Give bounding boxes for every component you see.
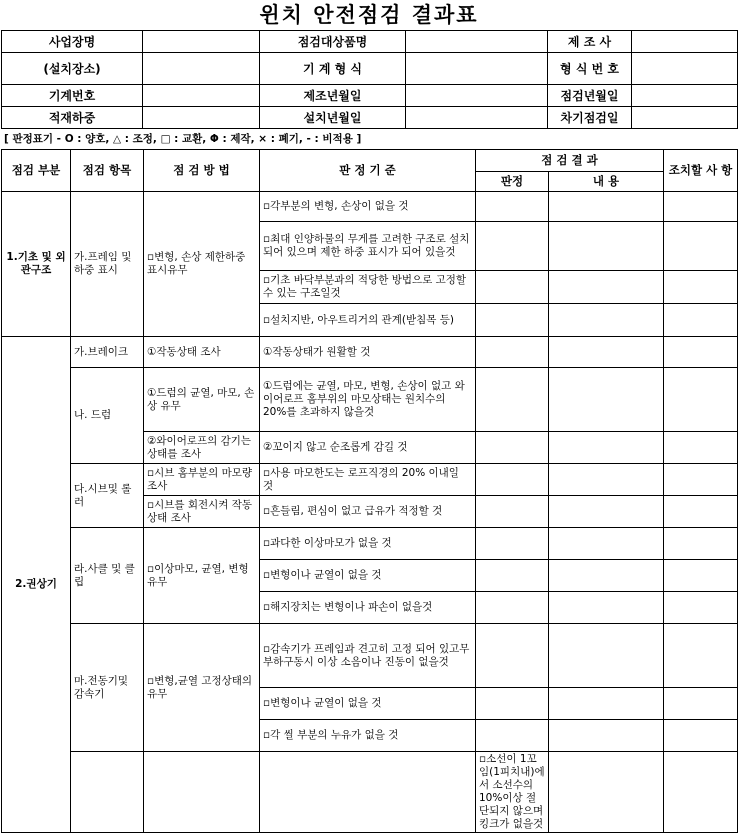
action-cell[interactable] (664, 432, 738, 464)
action-cell[interactable] (664, 464, 738, 496)
col-header-method: 점 검 방 법 (144, 150, 260, 192)
criteria-cell: ▫각 씰 부분의 누유가 없을 것 (260, 720, 476, 752)
criteria-cell: ▫감속기가 프레임과 견고히 고정 되어 있고무부하구동시 이상 소음이나 진동이 없을것 (260, 624, 476, 688)
judgment-cell[interactable] (476, 304, 549, 337)
inspection-method: ▫이상마모, 균열, 변형 유무 (144, 528, 260, 624)
inspection-method: ▫변형, 손상 제한하중 표시유무 (144, 192, 260, 337)
judgment-cell[interactable] (476, 496, 549, 528)
inspection-method: ▫변형,균열 고정상태의 유무 (144, 624, 260, 752)
content-cell[interactable] (549, 688, 664, 720)
criteria-cell: ▫소선이 1꼬임(1피치내)에서 소선수의 10%이상 절단되지 않으며 킹크가 없을것 (476, 752, 549, 833)
judgment-cell[interactable] (476, 720, 549, 752)
col-header-result: 점 검 결 과 (476, 150, 664, 172)
judgment-cell[interactable] (476, 528, 549, 560)
label-load-capacity: 적재하중 (2, 107, 143, 129)
criteria-cell: ▫사용 마모한도는 로프직경의 20% 이내일 것 (260, 464, 476, 496)
judgment-cell[interactable] (476, 337, 549, 368)
judgment-cell[interactable] (476, 271, 549, 304)
label-install-date: 설치년월일 (260, 107, 406, 129)
judgment-cell[interactable] (476, 592, 549, 624)
judgment-cell[interactable] (476, 624, 549, 688)
inspection-method: ▫시브를 회전시켜 작동상태 조사 (144, 496, 260, 528)
action-cell[interactable] (664, 720, 738, 752)
judgment-cell[interactable] (476, 192, 549, 222)
value-install-location[interactable] (143, 53, 260, 85)
inspection-item: 다.시브및 롤러 (71, 464, 144, 528)
criteria-cell: ②꼬이지 않고 순조롭게 감길 것 (260, 432, 476, 464)
value-target-product[interactable] (406, 31, 548, 53)
criteria-cell: ▫설치지반, 아우트리거의 관계(받침목 등) (260, 304, 476, 337)
content-cell[interactable] (549, 337, 664, 368)
criteria-cell: ▫최대 인양하물의 무게를 고려한 구조로 설치되어 있으며 제한 하중 표시가 되어 있을것 (260, 222, 476, 271)
judgment-cell[interactable] (476, 688, 549, 720)
action-cell[interactable] (664, 304, 738, 337)
action-cell[interactable] (664, 271, 738, 304)
label-manufacture-date: 제조년월일 (260, 85, 406, 107)
judgment-legend: [ 판정표기 - O : 양호, △ : 조정, □ : 교환, Φ : 제작, × : 폐기, - : 비적용 ] (4, 133, 362, 145)
criteria-cell: ①드럼에는 균열, 마모, 변형, 손상이 없고 와이어로프 홈부위의 마모상태는 원치수의 20%를 초과하지 않을것 (260, 368, 476, 432)
label-machine-type: 기 계 형 식 (260, 53, 406, 85)
action-cell[interactable] (664, 337, 738, 368)
action-cell[interactable] (664, 688, 738, 720)
value-model-number[interactable] (632, 53, 738, 85)
criteria-cell: ▫변형이나 균열이 없을 것 (260, 560, 476, 592)
value-install-date[interactable] (406, 107, 548, 129)
col-header-judgment: 판정 (476, 172, 549, 192)
content-cell[interactable] (549, 368, 664, 432)
part-cell (71, 752, 144, 833)
header-table (1, 30, 738, 129)
value-machine-number[interactable] (143, 85, 260, 107)
inspection-method (260, 752, 476, 833)
label-manufacturer: 제 조 사 (548, 31, 632, 53)
inspection-item: 라.사클 및 클립 (71, 528, 144, 624)
action-cell[interactable] (664, 592, 738, 624)
criteria-cell: ▫기초 바닥부분과의 적당한 방법으로 고정할수 있는 구조일것 (260, 271, 476, 304)
value-manufacture-date[interactable] (406, 85, 548, 107)
inspection-method: ①드럼의 균열, 마모, 손상 유무 (144, 368, 260, 432)
content-cell[interactable] (549, 528, 664, 560)
inspection-item: 가.브레이크 (71, 337, 144, 368)
judgment-cell[interactable] (549, 752, 664, 833)
inspection-item: 가.프레임 및 하중 표시 (71, 192, 144, 337)
criteria-cell: ▫각부분의 변형, 손상이 없을 것 (260, 192, 476, 222)
label-next-inspection: 차기점검일 (548, 107, 632, 129)
action-cell[interactable] (664, 222, 738, 271)
inspection-item: 마.전동기및 감속기 (71, 624, 144, 752)
page-title: 윈치 안전점검 결과표 (259, 3, 479, 27)
content-cell[interactable] (549, 496, 664, 528)
section-part-label: 2.권상기 (2, 337, 71, 833)
value-machine-type[interactable] (406, 53, 548, 85)
value-manufacturer[interactable] (632, 31, 738, 53)
value-load-capacity[interactable] (143, 107, 260, 129)
label-machine-number: 기계번호 (2, 85, 143, 107)
inspection-method: ②와이어로프의 감기는 상태를 조사 (144, 432, 260, 464)
content-cell[interactable] (549, 192, 664, 222)
content-cell[interactable] (549, 304, 664, 337)
content-cell[interactable] (549, 624, 664, 688)
action-cell[interactable] (664, 560, 738, 592)
criteria-cell: ▫흔들림, 편심이 없고 급유가 적정할 것 (260, 496, 476, 528)
content-cell[interactable] (549, 720, 664, 752)
value-company[interactable] (143, 31, 260, 53)
label-install-location: (설치장소) (2, 53, 143, 85)
value-next-inspection[interactable] (632, 107, 738, 129)
criteria-cell: ▫변형이나 균열이 없을 것 (260, 688, 476, 720)
col-header-content: 내 용 (549, 172, 664, 192)
content-cell[interactable] (549, 271, 664, 304)
criteria-cell: ▫해지장치는 변형이나 파손이 없을것 (260, 592, 476, 624)
action-cell[interactable] (664, 624, 738, 688)
content-cell[interactable] (664, 752, 738, 833)
content-cell[interactable] (549, 464, 664, 496)
content-cell[interactable] (549, 560, 664, 592)
value-inspection-date[interactable] (632, 85, 738, 107)
criteria-cell: ①작동상태가 원활할 것 (260, 337, 476, 368)
label-company: 사업장명 (2, 31, 143, 53)
inspection-item: 나. 드럼 (71, 368, 144, 464)
inspection-method: ▫시브 홈부분의 마모량 조사 (144, 464, 260, 496)
content-cell[interactable] (549, 222, 664, 271)
action-cell[interactable] (664, 368, 738, 432)
label-model-number: 형 식 번 호 (548, 53, 632, 85)
inspection-method: ①작동상태 조사 (144, 337, 260, 368)
judgment-cell[interactable] (476, 368, 549, 432)
section-part-label: 1.기초 및 외관구조 (2, 192, 71, 337)
judgment-cell[interactable] (476, 432, 549, 464)
judgment-cell[interactable] (476, 464, 549, 496)
inspection-item (144, 752, 260, 833)
col-header-part: 점검 부분 (2, 150, 71, 192)
judgment-cell[interactable] (476, 222, 549, 271)
criteria-cell: ▫과다한 이상마모가 없을 것 (260, 528, 476, 560)
inspection-table (1, 149, 738, 833)
label-target-product: 점검대상품명 (260, 31, 406, 53)
action-cell[interactable] (664, 496, 738, 528)
content-cell[interactable] (549, 592, 664, 624)
col-header-action: 조치할 사 항 (664, 150, 738, 192)
action-cell[interactable] (664, 192, 738, 222)
judgment-cell[interactable] (476, 560, 549, 592)
col-header-criteria: 판 정 기 준 (260, 150, 476, 192)
action-cell[interactable] (664, 528, 738, 560)
content-cell[interactable] (549, 432, 664, 464)
label-inspection-date: 점검년월일 (548, 85, 632, 107)
col-header-item: 점검 항목 (71, 150, 144, 192)
